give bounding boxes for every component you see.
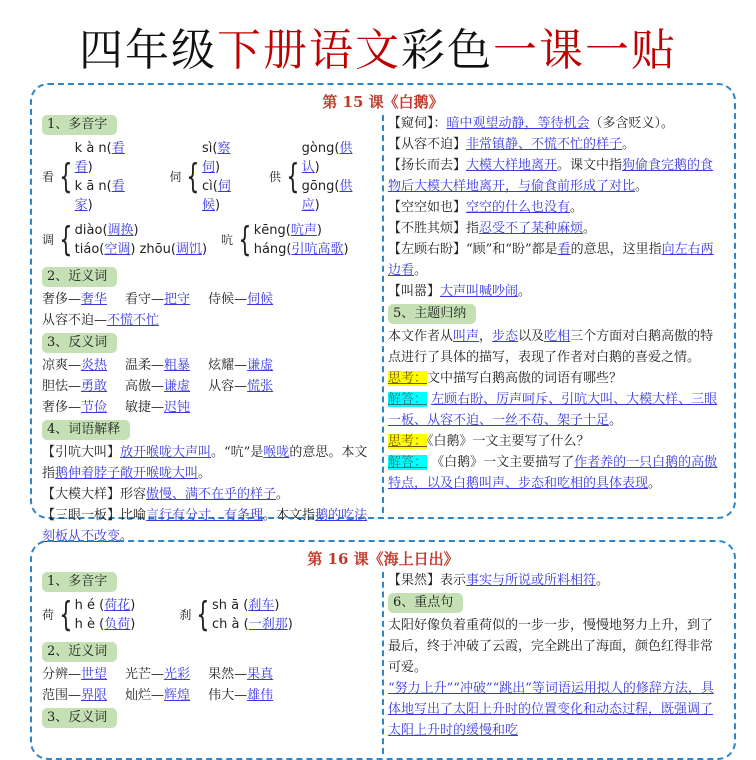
synonym-word: 世望 [81, 667, 108, 682]
section-heading-synonyms: 2、近义词 [42, 267, 117, 287]
question: 思考：文中描写白鹅高傲的词语有哪些？ [388, 371, 623, 386]
example-word: 调换 [107, 223, 134, 238]
polyphone-char: 荷 [42, 607, 55, 622]
answer: 解答： 左顾右盼、厉声呵斥、引吭大叫、大模大样、三眼一板、从容不迫、一丝不苟、架子十足。 [388, 392, 718, 428]
page-title [0, 14, 756, 78]
explanation-item: 【果然】表示事实与所说或所料相符。 [388, 573, 610, 588]
explanation-item: 【空空如也】空空的什么也没有。 [388, 200, 584, 215]
synonym-list: 奢侈—奢华 看守—把守 侍候—伺候 从容不迫—不慌不忙 [42, 292, 274, 328]
example-word: 供应 [301, 179, 353, 213]
reading-line: h é (荷花) [74, 598, 136, 613]
explanation-item: 【扬长而去】大模大样地离开。课文中指狗偷食完鹅的食物后大模大样地离开，与偷食前形成了对比。 [388, 158, 714, 194]
antonym-word: 迟钝 [164, 400, 191, 415]
example-word: 一刹那 [248, 617, 288, 632]
lesson-16-card [30, 540, 736, 760]
synonym-word: 把守 [164, 292, 191, 307]
explanation-item: 【引吭大叫】放开喉咙大声叫。“吭”是喉咙的意思。本文指鹅伸着脖子敞开喉咙大叫。 [42, 445, 368, 481]
answer-tag: 解答： [388, 392, 428, 407]
polyphone-char: 吭 [221, 232, 234, 247]
lesson-15-title: 第 15 课《白鹅》 [322, 93, 444, 111]
reading-line: ch à (一刹那) [212, 617, 293, 632]
synonym-word: 奢华 [81, 292, 108, 307]
brace-icon: { [286, 157, 300, 197]
reading-line: gōng(供应) [301, 179, 353, 213]
think-tag: 思考： [388, 371, 428, 386]
example-word: 荷花 [104, 598, 131, 613]
reading-line: h è (负荷) [74, 617, 136, 632]
antonym-word: 炎热 [81, 358, 108, 373]
section-heading-synonyms: 2、近义词 [42, 642, 117, 662]
antonym-word: 慌张 [247, 379, 274, 394]
polyphone-item [42, 596, 135, 634]
section-heading-antonyms: 3、反义词 [42, 708, 117, 728]
polyphone-char: 看 [42, 169, 55, 184]
lesson-15-right-column [388, 113, 723, 494]
think-tag: 思考： [388, 434, 428, 449]
antonym-word: 节俭 [81, 400, 108, 415]
antonym-word: 谦虚 [247, 358, 274, 373]
section-heading-polyphones: 1、多音字 [42, 115, 117, 135]
section-heading-antonyms: 3、反义词 [42, 333, 117, 353]
lesson-16-left-column [42, 570, 377, 730]
example-word: 吭声 [290, 223, 317, 238]
antonym-list: 凉爽—炎热 温柔—粗暴 炫耀—谦虚 胆怯—勇敢 高傲—谦虚 从容—慌张 奢侈—节俭 敏捷—迟钝 [42, 358, 274, 415]
key-sentence-analysis: “努力上升”“冲破”“跳出”等词语运用拟人的修辞方法，具体地写出了太阳上升时的位置变化和动态过程，既强调了太阳上升时的缓慢和吃 [388, 681, 714, 738]
example-word: 负荷 [104, 617, 131, 632]
example-word: 看看 [74, 141, 125, 175]
theme-summary: 本文作者从叫声，步态以及吃相三个方面对白鹅高傲的特点进行了具体的描写，表现了作者对白鹅的喜爱之情。 [388, 329, 714, 365]
brace-icon: { [196, 595, 210, 635]
synonym-list: 分辨—世望 光芒—光彩 果然—果真 范围—界限 灿烂—辉煌 伟大—雄伟 [42, 667, 274, 703]
brace-icon: { [59, 220, 73, 260]
polyphone-char: 调 [42, 232, 55, 247]
reading-line: gòng(供认) [301, 141, 353, 175]
polyphone-item [169, 139, 243, 215]
explanation-item: 【三眼一板】比喻言行有分寸、有条理。本文指鹅的吃法刻板从不改变。 [42, 508, 368, 544]
example-word: 看家 [74, 179, 125, 213]
synonym-word: 果真 [247, 667, 274, 682]
column-divider [382, 115, 384, 513]
polyphone-char: 刹 [179, 607, 192, 622]
explanation-list [42, 442, 377, 547]
reading-line: sì(察伺) [201, 141, 231, 175]
polyphone-item [221, 221, 349, 259]
lesson-15-card [30, 83, 736, 544]
synonym-word: 雄伟 [247, 688, 274, 703]
explanation-item: 【从容不迫】非常镇静、不慌不忙的样子。 [388, 137, 636, 152]
reading-line: cì(伺候) [201, 179, 231, 213]
title-part-color: 彩色 [401, 25, 493, 76]
polyphone-char: 供 [269, 169, 282, 184]
answer-tag: 解答： [388, 455, 428, 470]
question: 思考：《白鹅》一文主要写了什么？ [388, 434, 590, 449]
key-sentence: 太阳好像负着重荷似的一步一步，慢慢地努力上升，到了最后，终于冲破了云霞，完全跳出了海面，颜色红得非常可爱。 [388, 618, 714, 675]
reading-line: sh ā (刹车) [212, 598, 280, 613]
synonym-word: 伺候 [247, 292, 274, 307]
lesson-16-title: 第 16 课《海上日出》 [307, 550, 459, 568]
example-word: 引吭高歌 [291, 242, 344, 257]
example-word: 伺候 [201, 179, 231, 213]
antonym-word: 粗暴 [164, 358, 191, 373]
polyphone-row [42, 139, 377, 215]
explanation-item: 【不胜其烦】指忍受不了某种麻烦。 [388, 221, 597, 236]
reading-line: kēng(吭声) [253, 223, 322, 238]
section-heading-explanations: 4、词语解释 [42, 420, 130, 440]
title-part-grade: 四年级 [79, 25, 217, 76]
section-heading-theme: 5、主题归纳 [388, 304, 476, 324]
polyphone-item [179, 596, 292, 634]
title-part-book: 下册语文 [217, 25, 401, 76]
synonym-word: 辉煌 [164, 688, 191, 703]
example-word: 空调 [104, 242, 131, 257]
explanation-item: 【窥伺】：暗中观望动静，等待机会（多含贬义）。 [388, 116, 675, 131]
example-word: 供认 [301, 141, 353, 175]
title-part-sticker: 一课一贴 [493, 25, 677, 76]
example-word: 察伺 [201, 141, 231, 175]
synonym-word: 光彩 [164, 667, 191, 682]
answer: 解答： 《白鹅》一文主要描写了作者养的一只白鹅的高傲特点，以及白鹅叫声、步态和吃相的具体表现。 [388, 455, 718, 491]
brace-icon: { [59, 157, 73, 197]
lesson-15-left-column [42, 113, 377, 547]
section-heading-polyphones: 1、多音字 [42, 572, 117, 592]
example-word: 刹车 [248, 598, 275, 613]
polyphone-item [269, 139, 363, 215]
brace-icon: { [186, 157, 200, 197]
antonym-word: 勇敢 [81, 379, 108, 394]
reading-line: tiáo(空调) zhōu(调饥) [74, 242, 208, 257]
synonym-word: 界限 [81, 688, 108, 703]
antonym-word: 谦虚 [164, 379, 191, 394]
explanation-item: 【左顾右盼】“顾”和“盼”都是看的意思，这里指向左右两边看。 [388, 242, 714, 278]
reading-line: k à n(看看) [74, 141, 125, 175]
column-divider [382, 572, 384, 754]
brace-icon: { [59, 595, 73, 635]
reading-line: k ā n(看家) [74, 179, 125, 213]
synonym-word: 不慌不忙 [107, 313, 160, 328]
polyphone-row [42, 596, 377, 634]
reading-line: diào(调换) [74, 223, 139, 238]
brace-icon: { [238, 220, 252, 260]
explanation-item: 【叫嚣】大声叫喊吵闹。 [388, 284, 532, 299]
lesson-16-right-column [388, 570, 723, 741]
explanation-item: 【大模大样】形容傲慢、满不在乎的样子。 [42, 487, 290, 502]
reading-line: háng(引吭高歌) [253, 242, 349, 257]
polyphone-row [42, 221, 377, 259]
polyphone-item [42, 221, 207, 259]
section-heading-key-sentence: 6、重点句 [388, 593, 463, 613]
polyphone-item [42, 139, 135, 215]
example-word: 调饥 [175, 242, 202, 257]
polyphone-char: 伺 [169, 169, 182, 184]
